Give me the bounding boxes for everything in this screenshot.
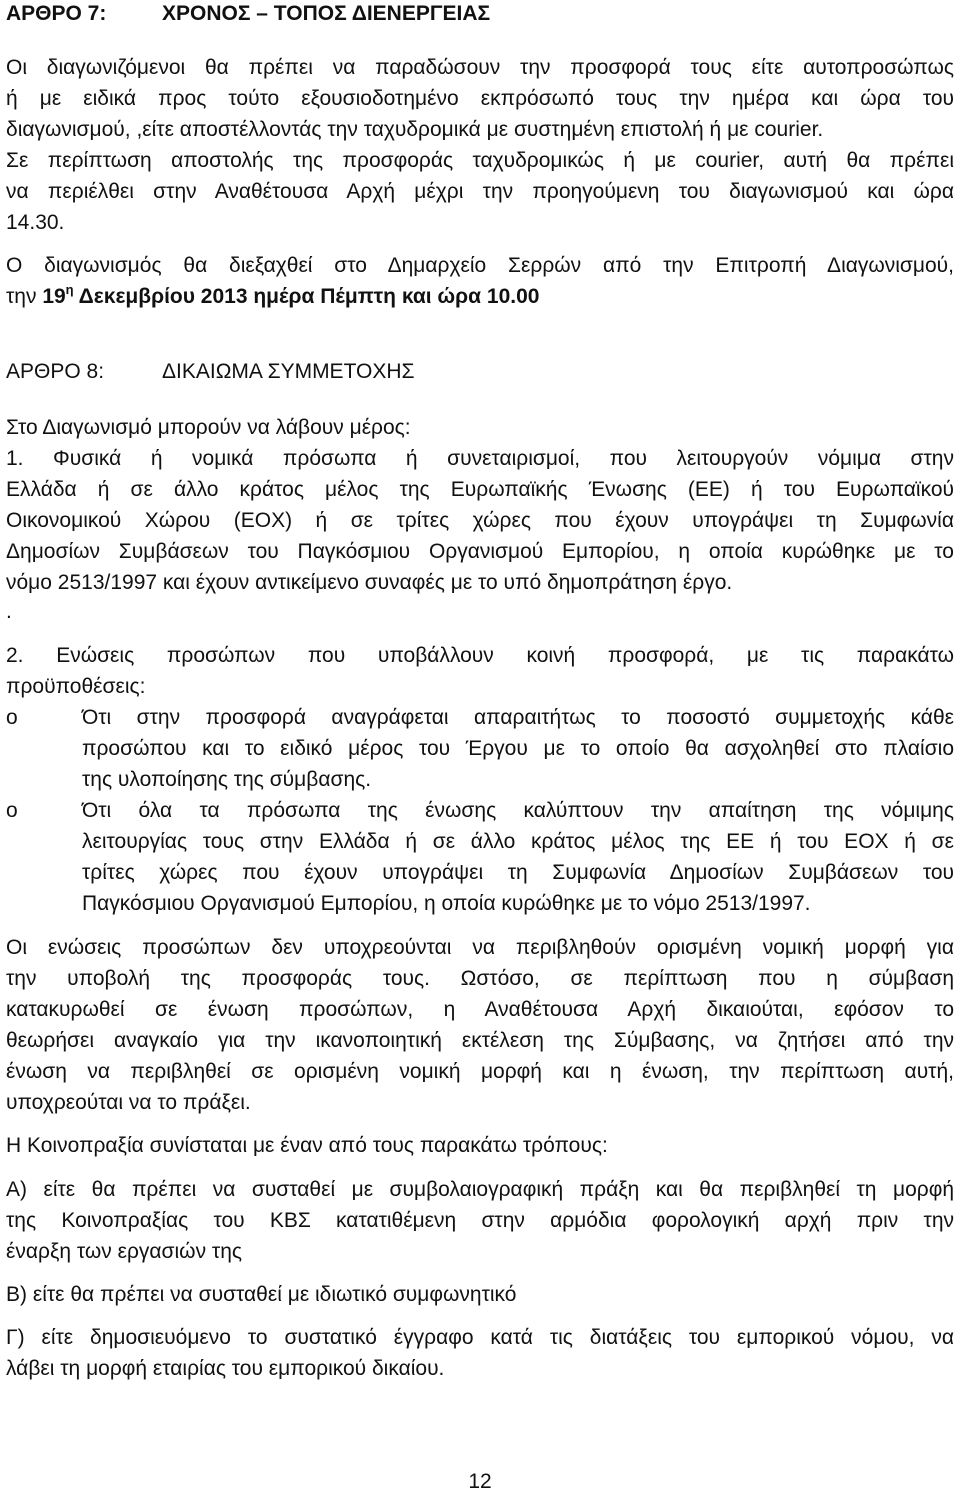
article-8-item1-line: . <box>6 600 12 623</box>
article-7-para1-line: να περιέλθει στην Αναθέτουσα Αρχή μέχρι την προηγούμενη του διαγωνισμού και ώρα <box>6 180 954 203</box>
option-c-line: Γ) είτε δημοσιευόμενο το συστατικό έγγραφο κατά τις διατάξεις του εμπορικού νόμου, να <box>6 1326 954 1349</box>
contest-date-sup: η <box>65 282 74 297</box>
unions-para-line: κατακυρωθεί σε ένωση προσώπων, η Αναθέτουσα Αρχή δικαιούται, εφόσον το <box>6 998 954 1021</box>
option-a-line: έναρξη των εργασιών της <box>6 1240 242 1263</box>
unions-para-line: Οι ενώσεις προσώπων δεν υποχρεούνται να περιβληθούν ορισμένη νομική μορφή για <box>6 936 954 959</box>
bullet-2-line: λειτουργίας τους στην Ελλάδα ή σε άλλο κράτος μέλος της ΕΕ ή του ΕΟΧ ή σε <box>82 830 954 853</box>
article-8-item1-line: Δημοσίων Συμβάσεων του Παγκόσμιου Οργανισμού Εμπορίου, η οποία κυρώθηκε με το <box>6 540 954 563</box>
bullet-marker: o <box>6 799 18 822</box>
article-8-intro: Στο Διαγωνισμό μπορούν να λάβουν μέρος: <box>6 416 411 439</box>
bullet-2-line: Ότι όλα τα πρόσωπα της ένωσης καλύπτουν την απαίτηση της νόμιμης <box>82 799 954 822</box>
article-7-para1-line: Σε περίπτωση αποστολής της προσφοράς ταχυδρομικώς ή με courier, αυτή θα πρέπει <box>6 149 954 172</box>
article-8-title: ΔΙΚΑΙΩΜΑ ΣΥΜΜΕΤΟΧΗΣ <box>162 360 415 383</box>
option-a-line: Α) είτε θα πρέπει να συσταθεί με συμβολαιογραφική πράξη και θα περιβληθεί τη μορφή <box>6 1178 954 1201</box>
unions-para-line: ένωση να περιβληθεί σε ορισμένη νομική μορφή και η ένωση, την περίπτωση αυτή, <box>6 1060 954 1083</box>
article-8-number: ΑΡΘΡΟ 8: <box>6 360 105 383</box>
article-8-item1-line: Ελλάδα ή σε άλλο κράτος μέλος της Ευρωπαϊκής Ένωσης (ΕΕ) ή του Ευρωπαϊκού <box>6 478 954 501</box>
article-7-para1-line: Οι διαγωνιζόμενοι θα πρέπει να παραδώσουν την προσφορά τους είτε αυτοπροσώπως <box>6 56 954 79</box>
joint-venture-intro: Η Κοινοπραξία συνίσταται με έναν από τους παρακάτω τρόπους: <box>6 1134 608 1157</box>
option-c-line: λάβει τη μορφή εταιρίας του εμπορικού δικαίου. <box>6 1357 445 1380</box>
bullet-2-line: Παγκόσμιου Οργανισμού Εμπορίου, η οποία κυρώθηκε με το νόμο 2513/1997. <box>82 892 811 915</box>
article-8-item2-line: προϋποθέσεις: <box>6 675 146 698</box>
article-7-para2-line: Ο διαγωνισμός θα διεξαχθεί στο Δημαρχείο Σερρών από την Επιτροπή Διαγωνισμού, <box>6 254 954 277</box>
article-7-number: ΑΡΘΡΟ 7: <box>6 2 107 25</box>
page-number: 12 <box>468 1470 492 1493</box>
article-8-item1-line: νόμο 2513/1997 και έχουν αντικείμενο συναφές με το υπό δημοπράτηση έργο. <box>6 571 733 594</box>
article-7-para2-line <box>6 283 954 311</box>
unions-para-line: την υποβολή της προσφοράς τους. Ωστόσο, σε περίπτωση που η σύμβαση <box>6 967 954 990</box>
article-7-para1-line: διαγωνισμού, ,είτε αποστέλλοντάς την ταχυδρομικά με συστημένη επιστολή ή με courier. <box>6 118 824 141</box>
option-a-line: της Κοινοπραξίας του ΚΒΣ κατατιθέμενη στην αρμόδια φορολογική αρχή πριν την <box>6 1209 954 1232</box>
article-7-para2-prefix: την <box>6 285 43 308</box>
unions-para-line: υποχρεούται να το πράξει. <box>6 1091 251 1114</box>
bullet-1-line: της υλοποίησης της σύμβασης. <box>82 768 372 791</box>
article-8-item2-line: 2. Ενώσεις προσώπων που υποβάλλουν κοινή προσφορά, με τις παρακάτω <box>6 644 954 667</box>
article-7-para1-line: ή με ειδικά προς τούτο εξουσιοδοτημένο εκπρόσωπό τους την ημέρα και ώρα του <box>6 87 954 110</box>
bullet-1-line: Ότι στην προσφορά αναγράφεται απαραιτήτως το ποσοστό συμμετοχής κάθε <box>82 706 954 729</box>
bullet-2-line: τρίτες χώρες που έχουν υπογράψει τη Συμφωνία Δημοσίων Συμβάσεων του <box>82 861 954 884</box>
unions-para-line: θεωρήσει αναγκαίο για την ικανοποιητική εκτέλεση της Σύμβασης, να ζητήσει από την <box>6 1029 954 1052</box>
bullet-marker: o <box>6 706 18 729</box>
article-8-item1-line: Οικονομικού Χώρου (ΕΟΧ) ή σε τρίτες χώρες που έχουν υπογράψει τη Συμφωνία <box>6 509 954 532</box>
option-b-line: Β) είτε θα πρέπει να συσταθεί με ιδιωτικό συμφωνητικό <box>6 1283 517 1306</box>
contest-date-rest: Δεκεμβρίου 2013 ημέρα Πέμπτη και ώρα 10.00 <box>73 285 540 308</box>
article-7-para1-line: 14.30. <box>6 211 65 234</box>
article-7-title: ΧΡΟΝΟΣ – ΤΟΠΟΣ ΔΙΕΝΕΡΓΕΙΑΣ <box>162 2 491 25</box>
article-8-item1-line: 1. Φυσικά ή νομικά πρόσωπα ή συνεταιρισμοί, που λειτουργούν νόμιμα στην <box>6 447 954 470</box>
contest-date-day: 19 <box>42 285 66 308</box>
bullet-1-line: προσώπου και το ειδικό μέρος του Έργου με το οποίο θα ασχοληθεί στο πλαίσιο <box>82 737 954 760</box>
